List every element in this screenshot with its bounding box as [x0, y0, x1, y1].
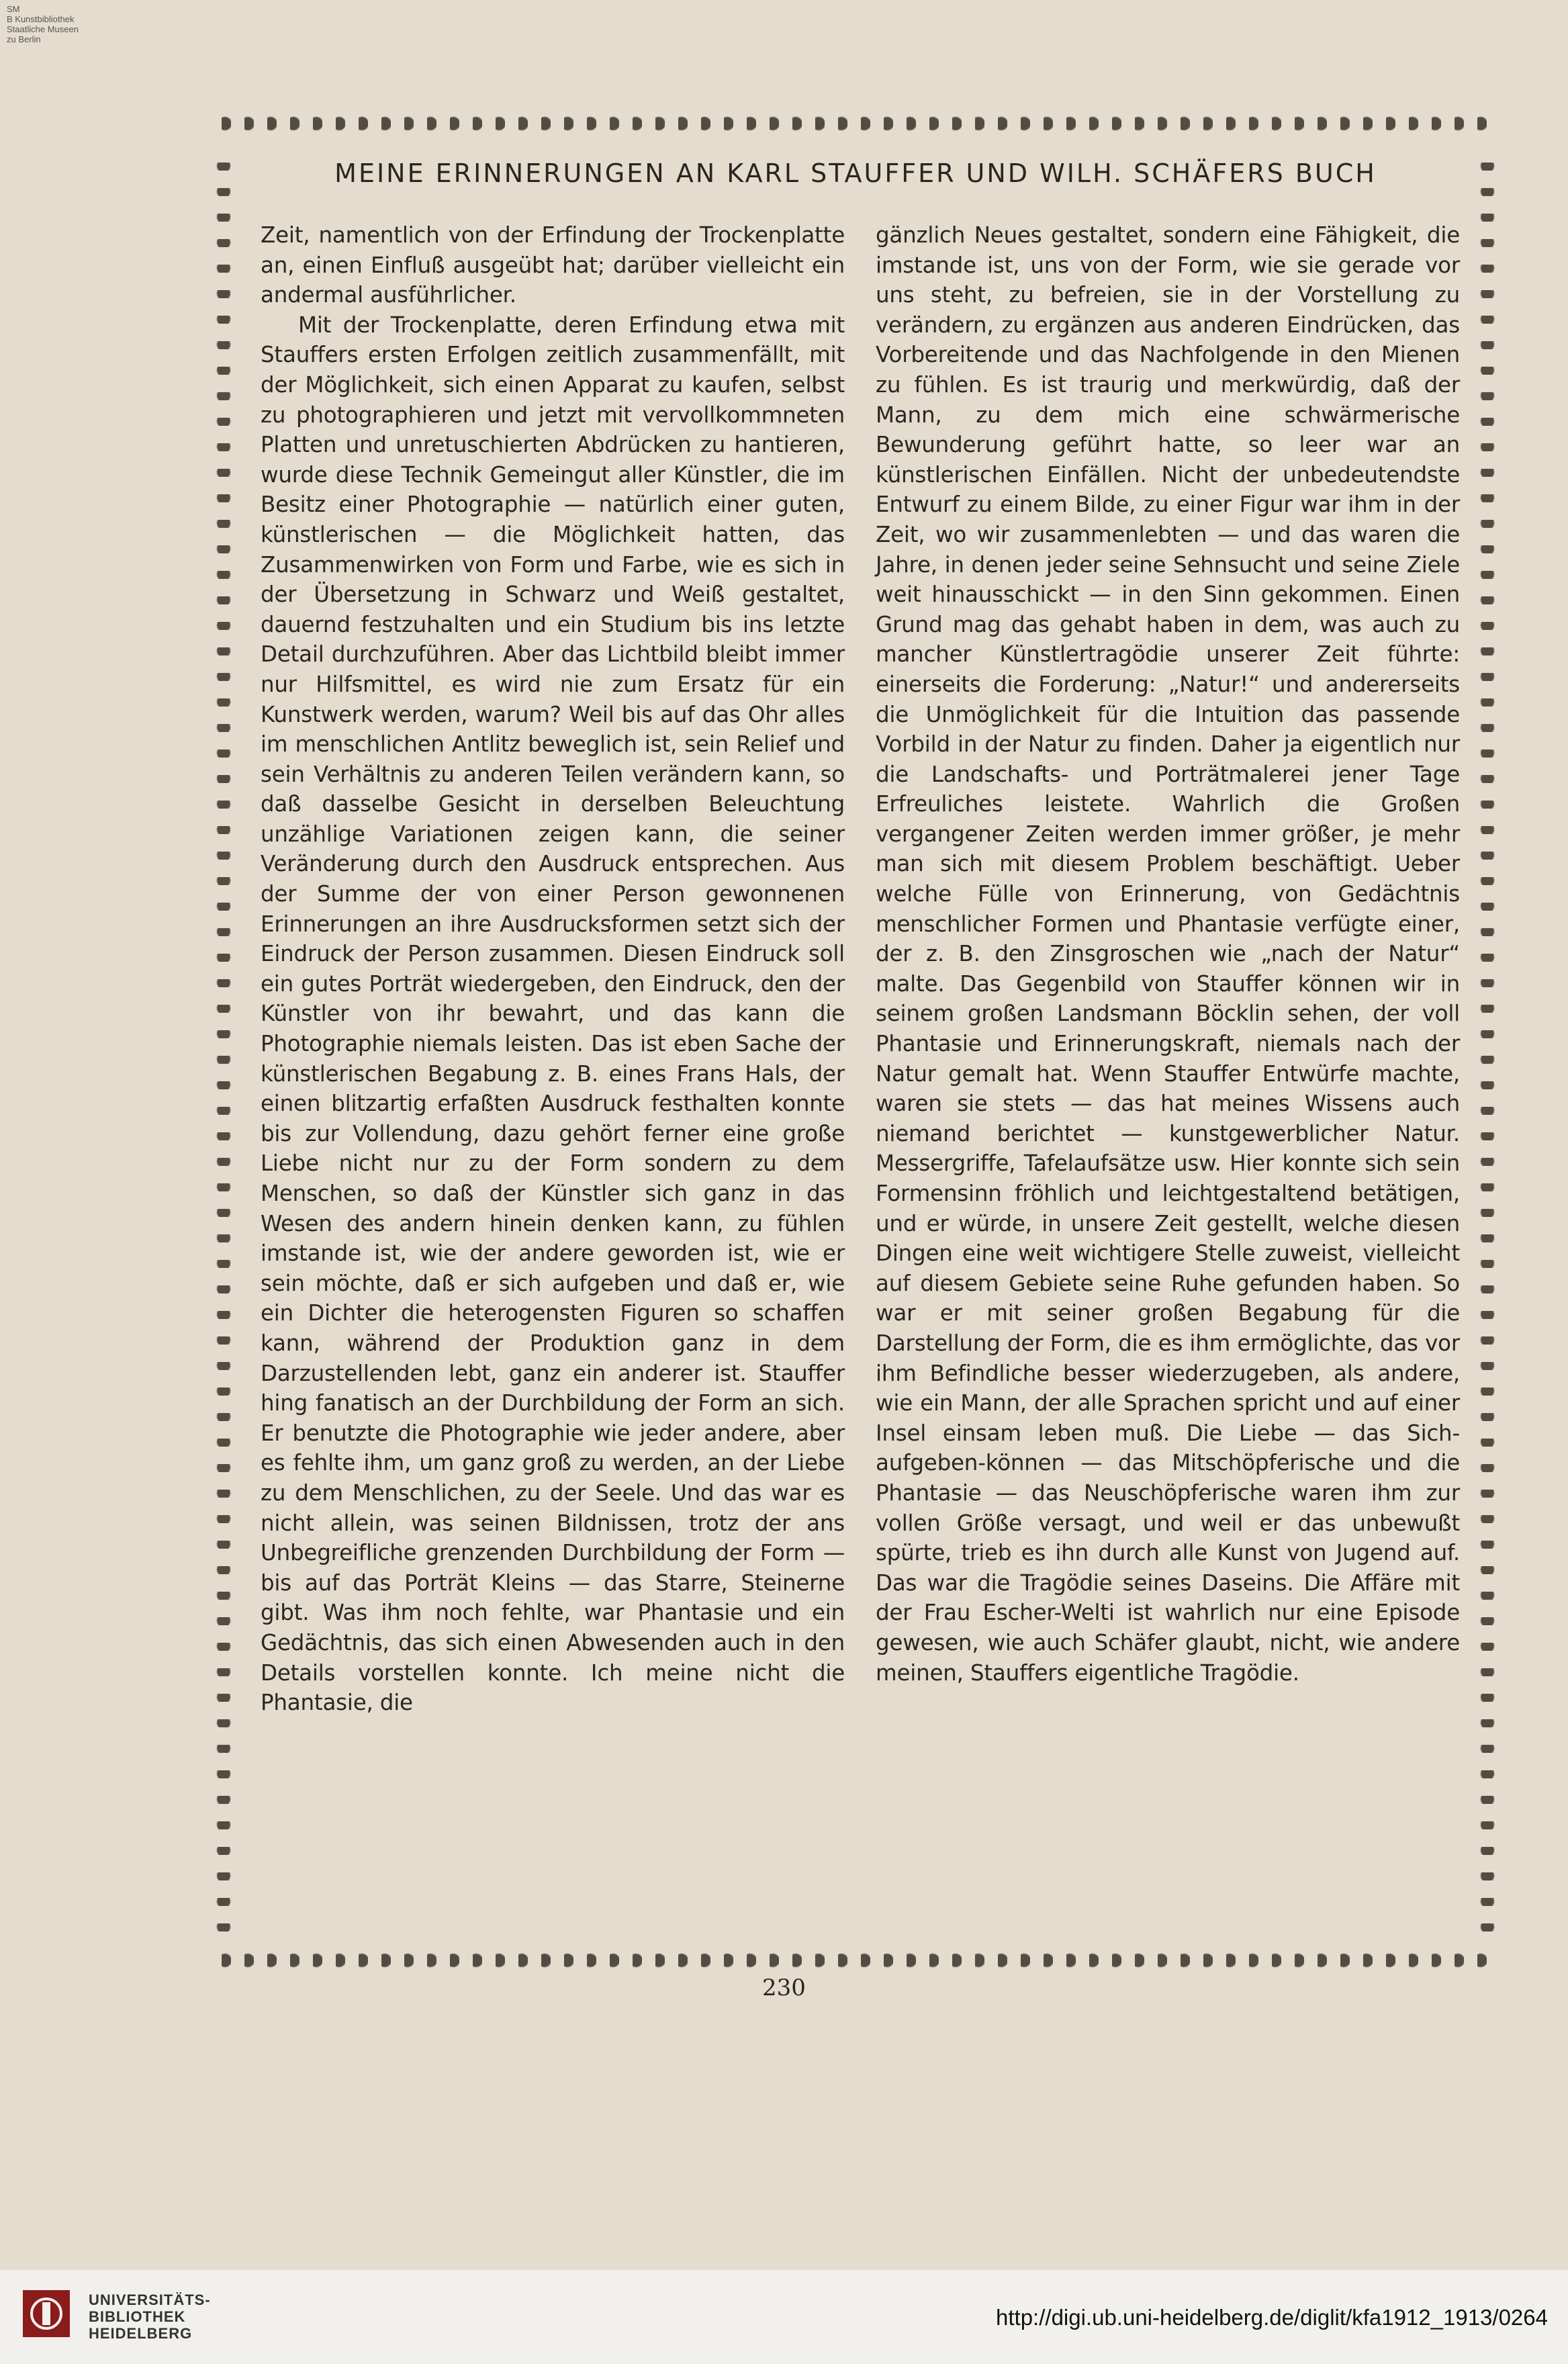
ornament-band-bottom [214, 1950, 1497, 1971]
text-column-right [876, 220, 1460, 1940]
stamp-line: SM [7, 4, 20, 14]
digitization-footer [0, 2270, 1568, 2364]
stamp-line: B Kunstbibliothek [7, 14, 75, 24]
stamp-line: zu Berlin [7, 34, 41, 44]
paragraph: Zeit, namentlich von der Erfindung der Trockenplatte an, einen Einfluß ausgeübt hat; darüber vielleicht ein andermal ausführlicher. [261, 222, 845, 308]
library-logo-text [89, 2291, 211, 2342]
stamp-line: Staatliche Museen [7, 24, 79, 34]
paragraph: Mit der Trockenplatte, deren Erfindung etwa mit Stauffers ersten Erfolgen zeitlich zusammenfällt, mit der Möglichkeit, sich einen Apparat zu kaufen, selbst zu photographieren und jetzt mit vervollkommneten Platten und unretuschierten Abdrücken zu hantieren, wurde diese Technik Gemeingut aller Künstler, die im Besitz einer Photographie — natürlich einer guten, künstlerischen — die Möglichkeit hatten, das Zusammenwirken von Form und Farbe, wie es sich in der Übersetzung in Schwarz und Weiß gestaltet, dauernd festzuhalten und ein Studium bis ins letzte Detail durchzuführen. Aber das Lichtbild bleibt immer nur Hilfsmittel, es wird nie zum Ersatz für ein Kunstwerk werden, warum? Weil bis auf das Ohr alles im menschlichen Antlitz beweglich ist, sein Relief und sein Verhältnis zu anderen Teilen verändern kann, so daß dasselbe Gesicht in derselben Beleuchtung unzählige Variationen zeigen kann, die seiner Veränderung durch den Ausdruck entsprechen. Aus der Summe der von einer Person gewonnenen Erinnerungen an ihre Ausdrucksformen setzt sich der Eindruck der Person zusammen. Diesen Eindruck soll ein gutes Porträt wiedergeben, den Eindruck, den der Künstler von ihr bewahrt, und das kann die Photographie niemals leisten. Das ist eben Sache der künstlerischen Begabung z. B. eines Frans Hals, der einen blitzartig erfaßten Ausdruck festhalten konnte bis zur Vollendung, dazu gehört ferner eine große Liebe nicht nur zu der Form sondern zu dem Menschen, so daß der Künstler sich ganz in das Wesen des andern hinein denken kann, zu fühlen imstande ist, wie der andere geworden ist, wie er sein möchte, daß er sich aufgeben und daß er, wie ein Dichter die heterogensten Figuren so schaffen kann, während der Produktion ganz in dem Darzustellenden lebt, ganz ein anderer ist. Stauffer hing fanatisch an der Durchbildung der Form an sich. Er benutzte die Photographie wie jeder andere, aber es fehlte ihm, um ganz groß zu werden, an der Liebe zu dem Menschlichen, zu der Seele. Und das war es nicht allein, was seinen Bildnissen, trotz der ans Unbegreifliche grenzenden Durchbildung der Form — bis auf das Porträt Kleins — das Starre, Steinerne gibt. Was ihm noch fehlte, war Phantasie und ein Gedächtnis, das sich einen Abwesenden auch in den Details vorstellen konnte. Ich meine nicht die Phantasie, die [261, 312, 845, 1716]
ornamental-frame [214, 113, 1497, 1973]
ornament-band-top [214, 113, 1497, 134]
page-number: 230 [762, 1974, 806, 2001]
ornament-border-right [1477, 153, 1497, 1940]
text-column-left [261, 220, 845, 1940]
logo-line: UNIVERSITÄTS- [89, 2291, 211, 2308]
logo-line: HEIDELBERG [89, 2325, 193, 2342]
paragraph: gänzlich Neues gestaltet, sondern eine Fähigkeit, die imstande ist, uns von der Form, wie sie gerade vor uns steht, zu befreien, sie in der Vorstellung zu verändern, zu ergänzen aus anderen Eindrücken, das Vorbereitende und das Nachfolgende in den Mienen zu fühlen. Es ist traurig und merkwürdig, daß der Mann, zu dem mich eine schwärmerische Bewunderung geführt hatte, so leer war an künstlerischen Einfällen. Nicht der unbedeutendste Entwurf zu einem Bilde, zu einer Figur war ihm in der Zeit, wo wir zusammenlebten — und das waren die Jahre, in denen jeder seine Sehnsucht und seine Ziele weit hinausschickt — in den Sinn gekommen. Einen Grund mag das gehabt haben in dem, was auch zu mancher Künstlertragödie unserer Zeit führte: einerseits die Forderung: „Natur!“ und andererseits die Unmöglichkeit für die Intuition das passende Vorbild in der Natur zu finden. Daher ja eigentlich nur die Landschafts- und Porträtmalerei jener Tage Erfreuliches leistete. Wahrlich die Großen vergangener Zeiten werden immer größer, je mehr man sich mit diesem Problem beschäftigt. Ueber welche Fülle von Erinnerung, von Gedächtnis menschlicher Formen und Phantasie verfügte einer, der z. B. den Zinsgroschen wie „nach der Natur“ malte. Das Gegenbild von Stauffer können wir in seinem großen Landsmann Böcklin sehen, der voll Phantasie und Erinnerungskraft, niemals nach der Natur gemalt hat. Wenn Stauffer Entwürfe machte, waren sie stets — das hat meines Wissens auch niemand berichtet — kunstgewerblicher Natur. Messergriffe, Tafelaufsätze usw. Hier konnte sich sein Formensinn fröhlich und leichtgestaltend betätigen, und er würde, in unsere Zeit gestellt, welche diesen Dingen eine weit wichtigere Stelle zuweist, vielleicht auf diesem Gebiete seine Ruhe gefunden haben. So war er mit seiner großen Begabung für die Darstellung der Form, die es ihm ermöglichte, das vor ihm Befindliche besser wiederzugeben, als andere, wie ein Mann, der alle Sprachen spricht und auf einer Insel einsam leben muß. Die Liebe — das Sich-aufgeben-können — das Mitschöpferische und die Phantasie — das Neuschöpferische waren ihm zur vollen Größe versagt, und weil er das unbewußt spürte, trieb es ihn durch alle Kunst von Jugend auf. Das war die Tragödie seines Daseins. Die Affäre mit der Frau Escher-Welti ist wahrlich nur eine Episode gewesen, wie auch Schäfer glaubt, nicht, wie andere meinen, Stauffers eigentliche Tragödie. [876, 222, 1460, 1686]
university-seal-icon [20, 2287, 73, 2340]
ornament-border-left [214, 153, 234, 1940]
page-title: MEINE ERINNERUNGEN AN KARL STAUFFER UND WILH. SCHÄFERS BUCH [334, 158, 1377, 188]
source-url-link[interactable]: http://digi.ub.uni-heidelberg.de/diglit/kfa1912_1913/0264 [996, 2305, 1548, 2330]
library-stamp [7, 4, 141, 44]
logo-line: BIBLIOTHEK [89, 2308, 186, 2325]
